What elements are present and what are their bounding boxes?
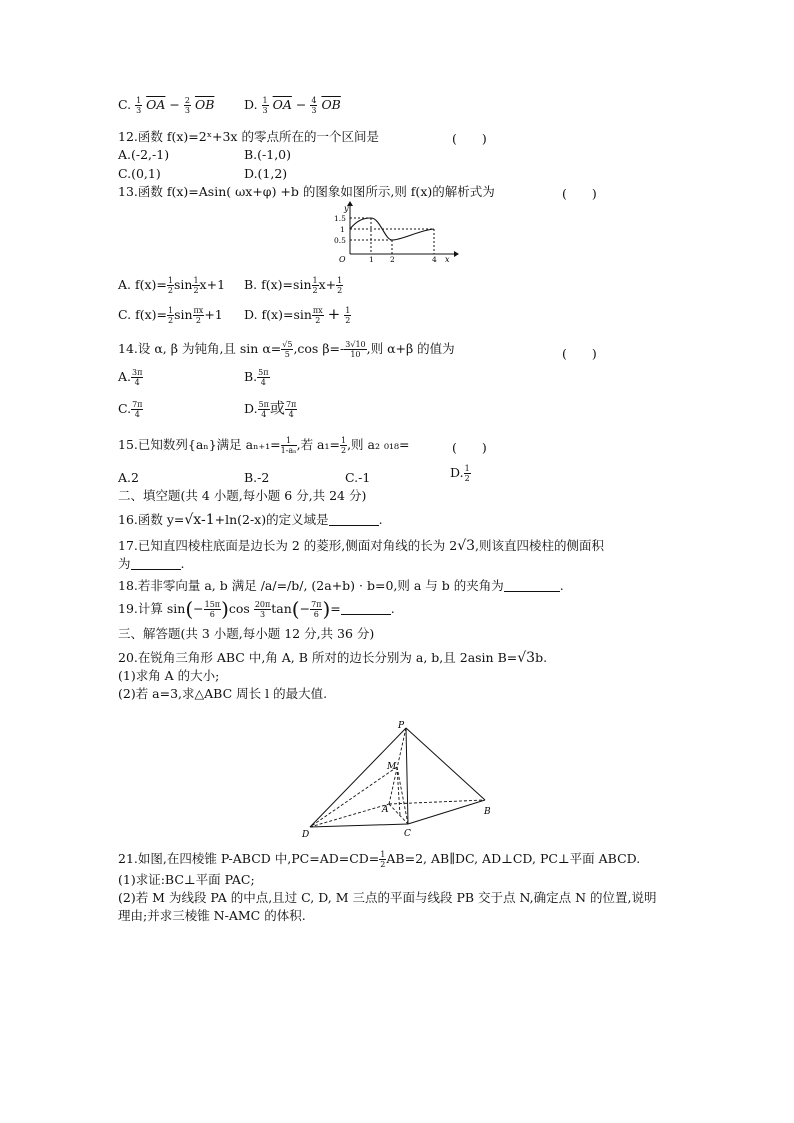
q12-stem: 12.函数 f(x)=2ˣ+3x 的零点所在的一个区间是 (118, 129, 379, 144)
tick-x1: 1 (369, 255, 374, 262)
vertex-d-label: D (302, 830, 310, 840)
vertex-a-label: A (382, 805, 389, 815)
tick-y1: 1 (340, 225, 345, 234)
q13-option-a[interactable]: A. f(x)= $\frac{1}{2}$ sin $\frac{1}{2}$ x+1 (118, 276, 226, 295)
q15-option-d[interactable]: D. $\frac{1}{2}$ (450, 464, 470, 483)
q21-part2-line2: 理由;并求三棱锥 N-AMC 的体积. (118, 908, 306, 923)
q20-stem: 20.在锐角三角形 ABC 中,角 A, B 所对的边长分别为 a, b,且 2asin B=√3b. (118, 650, 548, 666)
q13-option-b[interactable]: B. f(x)=sin $\frac{1}{2}$ x+ $\frac{1}{2}$ (244, 276, 343, 295)
x-axis-label: x (445, 255, 450, 262)
edge-pc (406, 728, 408, 824)
q11-option-d[interactable]: D. $\frac{1}{3}$ $\overline{OA}$ − $\frac{4}{3}$ $\overline{OB}$ (244, 96, 341, 115)
origin-label: O (339, 255, 346, 262)
tick-y15: 1.5 (334, 214, 346, 223)
q13-stem: 13.函数 f(x)=Asin( ωx+φ) +b 的图象如图所示,则 f(x)的解析式为 (118, 184, 495, 199)
q14-stem: 14.设 α, β 为钝角,且 sin α= $\frac{√5}{5}$ ,cos β=- $\frac{3√10}{10}$ ,则 α+β 的值为 (118, 340, 455, 359)
q15-option-c[interactable]: C.-1 (345, 470, 371, 485)
x-axis-arrow-icon (454, 251, 459, 257)
section-answer-heading: 三、解答题(共 3 小题,每小题 12 分,共 36 分) (118, 626, 375, 641)
edge-pb (406, 728, 485, 800)
q15-stem: 15.已知数列{aₙ}满足 aₙ₊₁= $\frac{1}{\text{1-aₙ}}$ ,若 a₁= $\frac{1}{2}$ ,则 a₂ ₀₁₈= (118, 436, 410, 455)
edge-cb (408, 800, 485, 824)
vertex-m-label: M (387, 762, 397, 772)
y-axis-label: y (344, 204, 349, 213)
q20-part2: (2)若 a=3,求△ABC 周长 l 的最大值. (118, 686, 328, 701)
q12-option-c[interactable]: C.(0,1) (118, 166, 161, 181)
q12-option-a[interactable]: A.(-2,-1) (118, 147, 170, 162)
q12-answer-paren[interactable]: ( ) (452, 131, 487, 146)
q21-stem: 21.如图,在四棱锥 P-ABCD 中,PC=AD=CD= $\frac{1}{2}$ AB=2, AB∥DC, AD⊥CD, PC⊥平面 ABCD. (118, 850, 641, 869)
q14-option-a[interactable]: A. $\frac{3\pi}{4}$ (118, 368, 143, 387)
q19-answer-blank[interactable] (341, 603, 391, 615)
tick-y05: 0.5 (334, 236, 346, 245)
vertex-b-label: B (484, 807, 491, 817)
q15-option-b[interactable]: B.-2 (244, 470, 270, 485)
q11-frac-1-3: $\frac{1}{3}$ (136, 96, 142, 115)
edge-dc (310, 824, 408, 827)
edge-da (310, 804, 389, 827)
q11-option-c[interactable]: C. $\frac{1}{3}$ $\overline{OA}$ − $\frac{2}{3}$ $\overline{OB}$ (118, 96, 215, 115)
q13-graph (330, 200, 460, 262)
q16: 16.函数 y=√x-1+ln(2-x)的定义域是 . (118, 512, 383, 528)
q17-answer-blank[interactable] (131, 558, 181, 570)
q17-line1: 17.已知直四棱柱底面是边长为 2 的菱形,侧面对角线的长为 2√3,则该直四棱柱的侧面积 (118, 538, 604, 554)
edge-pd (310, 728, 406, 827)
edge-mc (397, 767, 408, 824)
q14-option-b[interactable]: B. $\frac{5\pi}{4}$ (244, 368, 269, 387)
q15-option-a[interactable]: A.2 (118, 470, 139, 485)
q14-option-c[interactable]: C. $\frac{7\pi}{4}$ (118, 400, 143, 419)
q21-part2-line1: (2)若 M 为线段 PA 的中点,且过 C, D, M 三点的平面与线段 PB 交于点 N,确定点 N 的位置,说明 (118, 890, 657, 905)
q19: 19.计算 sin(− $\frac{15\pi}{6}$ )cos $\frac{20\pi}{3}$ tan(− $\frac{7\pi}{6}$ )= . (118, 597, 395, 621)
q14-option-d[interactable]: D. $\frac{5\pi}{4}$ 或 $\frac{7\pi}{4}$ (244, 399, 297, 419)
q18-answer-blank[interactable] (504, 580, 560, 592)
q16-answer-blank[interactable] (329, 514, 379, 526)
q12-option-d[interactable]: D.(1,2) (244, 166, 288, 181)
q14-answer-paren[interactable]: ( ) (562, 346, 597, 361)
q12-option-b[interactable]: B.(-1,0) (244, 147, 292, 162)
q21-part1: (1)求证:BC⊥平面 PAC; (118, 872, 255, 887)
q13-answer-paren[interactable]: ( ) (562, 186, 597, 201)
tick-x2: 2 (390, 255, 395, 262)
edge-md (310, 767, 397, 827)
q21-pyramid-figure (296, 715, 496, 843)
q18: 18.若非零向量 a, b 满足 /a/=/b/, (2a+b) · b=0,则 a 与 b 的夹角为 . (118, 578, 564, 593)
q13-option-d[interactable]: D. f(x)=sin $\frac{\pi x}{2}$ + $\frac{1}{2}$ (244, 305, 351, 325)
tick-x4: 4 (432, 255, 437, 262)
q13-option-c[interactable]: C. f(x)= $\frac{1}{2}$ sin $\frac{\pi x}{2}$ +1 (118, 306, 223, 325)
q20-part1: (1)求角 A 的大小; (118, 668, 220, 683)
vertex-p-label: P (398, 721, 405, 731)
q15-answer-paren[interactable]: ( ) (452, 440, 487, 455)
q17-line2: 为 . (118, 556, 185, 571)
vertex-c-label: C (404, 829, 411, 839)
section-fill-in-heading: 二、填空题(共 4 小题,每小题 6 分,共 24 分) (118, 488, 367, 503)
